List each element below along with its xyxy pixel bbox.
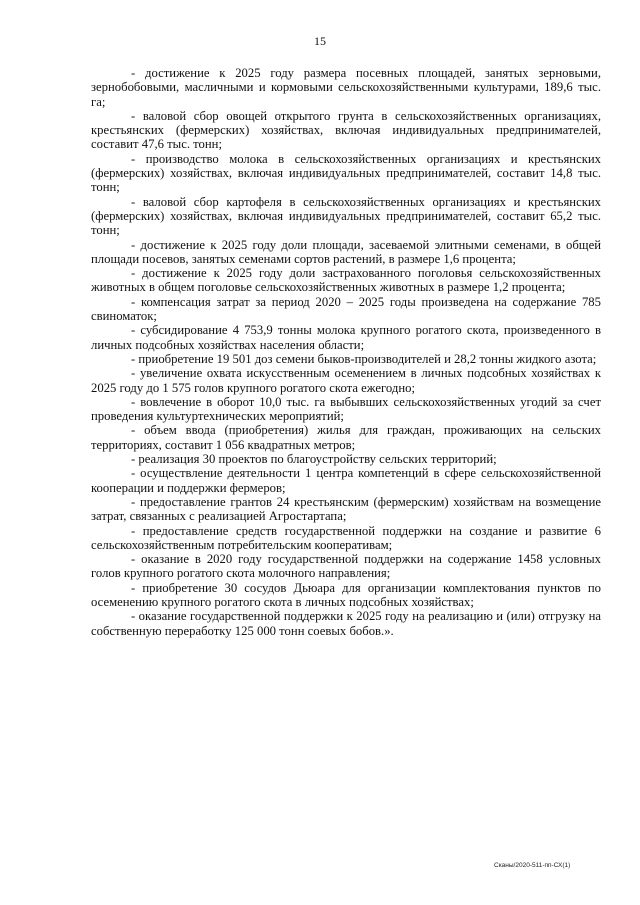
list-item: - приобретение 30 сосудов Дьюара для организации комплектования пунктов по осеменению крупного рогатого скота в личных подсобных хозяйствах;: [91, 580, 601, 609]
list-item: - валовой сбор картофеля в сельскохозяйственных организациях и крестьянских (фермерских) хозяйствах, включая индивидуальных предпринимателей, составит 65,2 тыс. тонн;: [91, 194, 601, 238]
list-item: - осуществление деятельности 1 центра компетенций в сфере сельскохозяйственной кооперации и поддержки фермеров;: [91, 466, 601, 495]
list-item: - достижение к 2025 году доли застрахованного поголовья сельскохозяйственных животных в общем поголовье сельскохозяйственных животных в размере 1,2 процента;: [91, 266, 601, 295]
list-item: - валовой сбор овощей открытого грунта в сельскохозяйственных организациях, крестьянских (фермерских) хозяйствах, включая индивидуальных предпринимателей, составит 47,6 тыс. тонн;: [91, 108, 601, 152]
list-item: - предоставление грантов 24 крестьянским (фермерским) хозяйствам на возмещение затрат, связанных с реализацией Агростартапа;: [91, 494, 601, 524]
document-footer-code: Сканы/2020-511-пп-СХ(1): [494, 862, 571, 869]
list-item: - достижение к 2025 году доли площади, засеваемой элитными семенами, в общей площади посевов, занятых семенами сортов растений, в размере 1,6 процента;: [91, 237, 601, 266]
list-item: - приобретение 19 501 доз семени быков-производителей и 28,2 тонны жидкого азота;: [131, 351, 597, 366]
list-item: - предоставление средств государственной поддержки на создание и развитие 6 сельскохозяйственным потребительским кооперативам;: [91, 523, 601, 552]
list-item: - достижение к 2025 году размера посевных площадей, занятых зерновыми, зернобобовыми, масличными и кормовыми сельскохозяйственными культурами, 189,6 тыс. га;: [91, 66, 601, 109]
list-item: - реализация 30 проектов по благоустройству сельских территорий;: [131, 452, 497, 467]
list-item: - вовлечение в оборот 10,0 тыс. га выбывших сельскохозяйственных угодий за счет проведения культуртехнических мероприятий;: [91, 394, 601, 424]
list-item: - производство молока в сельскохозяйственных организациях и крестьянских (фермерских) хозяйствах, включая индивидуальных предпринимателей, составит 14,8 тыс. тонн;: [91, 151, 601, 195]
list-item: - оказание государственной поддержки к 2025 году на реализацию и (или) отгрузку на собственную переработку 125 000 тонн соевых бобов.».: [91, 609, 601, 638]
list-item: - увеличение охвата искусственным осеменением в личных подсобных хозяйствах к 2025 году до 1 575 голов крупного рогатого скота ежегодно;: [91, 366, 601, 395]
page-number: 15: [314, 34, 326, 48]
list-item: - объем ввода (приобретения) жилья для граждан, проживающих на сельских территориях, составит 1 056 квадратных метров;: [91, 423, 601, 452]
list-item: - субсидирование 4 753,9 тонны молока крупного рогатого скота, произведенного в личных подсобных хозяйствах населения области;: [91, 323, 601, 352]
list-item: - компенсация затрат за период 2020 – 2025 годы произведена на содержание 785 свиноматок;: [91, 294, 601, 324]
document-body: [91, 66, 601, 638]
list-item: - оказание в 2020 году государственной поддержки на содержание 1458 условных голов крупного рогатого скота молочного направления;: [91, 552, 601, 581]
